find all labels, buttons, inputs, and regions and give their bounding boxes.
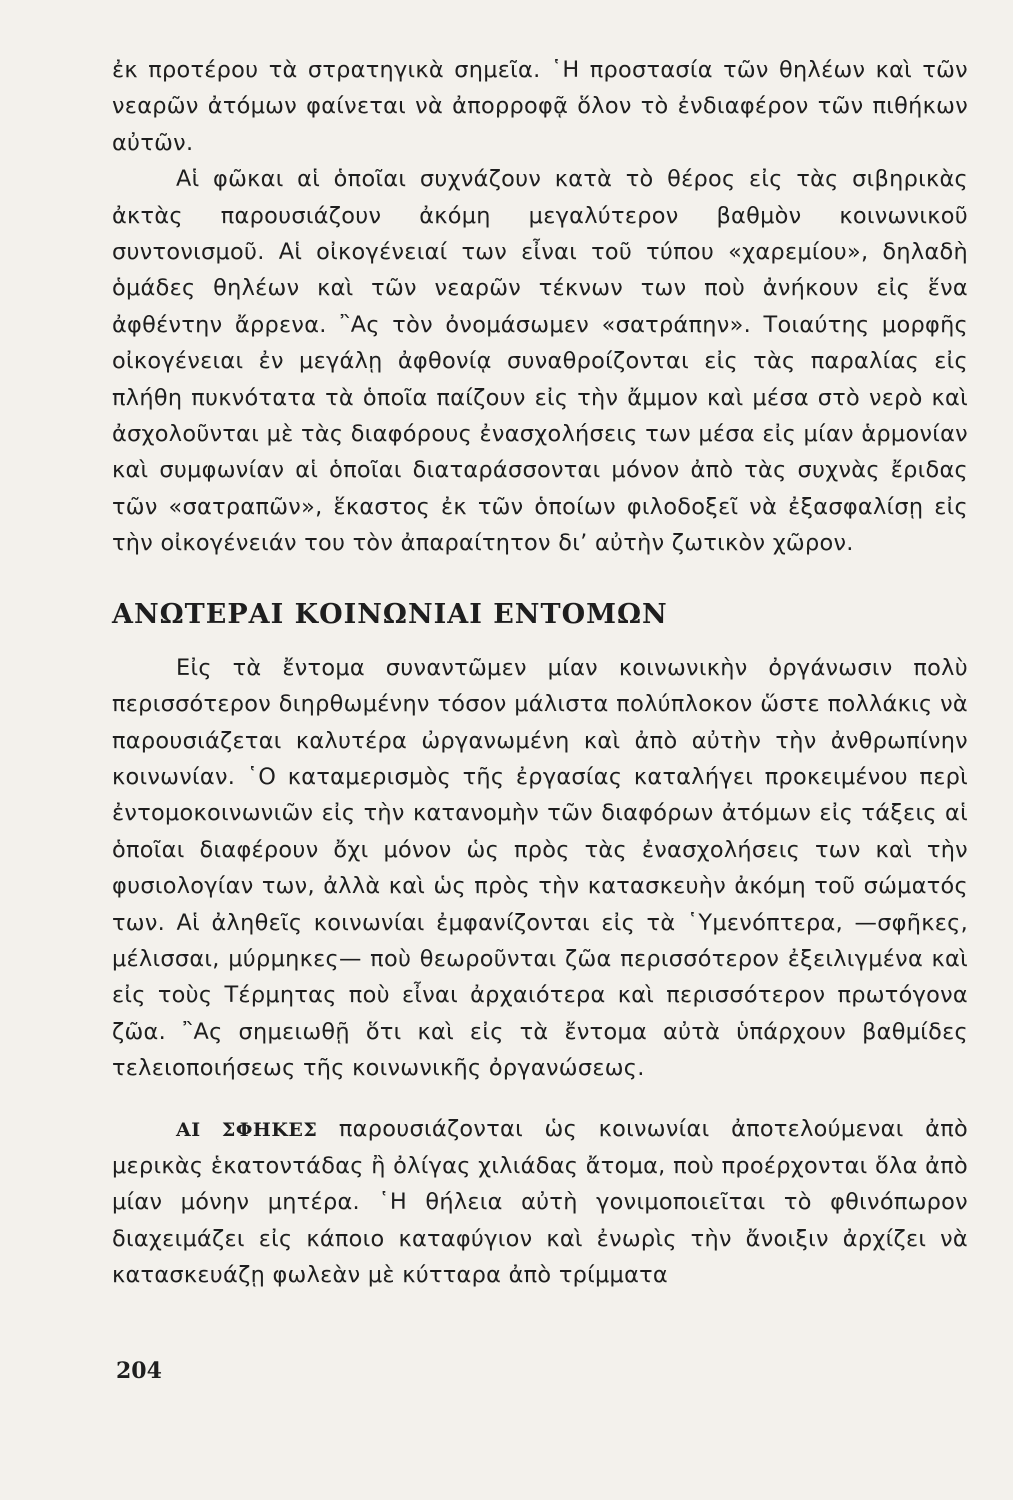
paragraph-wasps-text: παρουσιάζονται ὡς κοινωνίαι ἀποτελούμεναι ἀπὸ μερικὰς ἑκατοντάδας ἢ ὀλίγας χιλιάδας ἄτομα, ποὺ προέρχονται ὅλα ἀπὸ μίαν μόνην μητέρα. ῾Η θήλεια αὐτὴ γονιμοποιεῖται τὸ φθινόπωρον διαχειμάζει εἰς κάποιο καταφύγιον καὶ ἐνωρὶς τὴν ἄνοιξιν ἀρχίζει νὰ κατασκευάζῃ φωλεὰν μὲ κύτταρα ἀπὸ τρίμματα bbox=[112, 1115, 969, 1289]
paragraph-insect-societies: Εἰς τὰ ἔντομα συναντῶμεν μίαν κοινωνικὴν ὀργάνωσιν πολὺ περισσότερον διηρθωμένην τόσον μάλιστα πολύπλοκον ὥστε πολλάκις νὰ παρουσιάζεται καλυτέρα ὠργανωμένη καὶ ἀπὸ αὐτὴν τὴν ἀνθρωπίνην κοινωνίαν. ῾Ο καταμερισμὸς τῆς ἐργασίας καταλήγει προκειμένου περὶ ἐντομοκοινωνιῶν εἰς τὴν κατανομὴν τῶν διαφόρων ἀτόμων εἰς τάξεις αἱ ὁποῖαι διαφέρουν ὄχι μόνον ὡς πρὸς τὰς ἐνασχολήσεις των καὶ τὴν φυσιολογίαν των, ἀλλὰ καὶ ὡς πρὸς τὴν κατασκευὴν ἀκόμη τοῦ σώματός των. Αἱ ἀληθεῖς κοινωνίαι ἐμφανίζονται εἰς τὰ ῾Υμενόπτερα, —σφῆκες, μέλισσαι, μύρμηκες— ποὺ θεωροῦνται ζῶα περισσότερον ἐξειλιγμένα καὶ εἰς τοὺς Τέρμητας ποὺ εἶναι ἀρχαιότερα καὶ περισσότερον πρωτόγονα ζῶα. ῍Ας σημειωθῇ ὅτι καὶ εἰς τὰ ἔντομα αὐτὰ ὑπάρχουν βαθμίδες τελειοποιήσεως τῆς κοινωνικῆς ὀργανώσεως. bbox=[112, 654, 968, 1082]
paragraph-wasps bbox=[112, 1111, 968, 1294]
paragraph-lead-wasps: ΑΙ ΣΦΗΚΕΣ bbox=[176, 1118, 318, 1141]
paragraph-seals: Αἱ φῶκαι αἱ ὁποῖαι συχνάζουν κατὰ τὸ θέρος εἰς τὰς σιβηρικὰς ἀκτὰς παρουσιάζουν ἀκόμη μεγαλύτερον βαθμὸν κοινωνικοῦ συντονισμοῦ. Αἱ οἰκογένειαί των εἶναι τοῦ τύπου «χαρεμίου», δηλαδὴ ὁμάδες θηλέων καὶ τῶν νεαρῶν τέκνων των ποὺ ἀνήκουν εἰς ἕνα ἀφθέντην ἄρρενα. ῍Ας τὸν ὀνομάσωμεν «σατράπην». Τοιαύτης μορφῆς οἰκογένειαι ἐν μεγάλῃ ἀφθονίᾳ συναθροίζονται εἰς τὰς παραλίας εἰς πλήθη πυκνότατα τὰ ὁποῖα παίζουν εἰς τὴν ἄμμον καὶ μέσα στὸ νερὸ καὶ ἀσχολοῦνται μὲ τὰς διαφόρους ἐνασχολήσεις των μέσα εἰς μίαν ἁρμονίαν καὶ συμφωνίαν αἱ ὁποῖαι διαταράσσονται μόνον ἀπὸ τὰς συχνὰς ἔριδας τῶν «σατραπῶν», ἕκαστος ἐκ τῶν ὁποίων φιλοδοξεῖ νὰ ἐξασφαλίσῃ εἰς τὴν οἰκογένειάν του τὸν ἀπαραίτητον δι’ αὐτὴν ζωτικὸν χῶρον. bbox=[112, 166, 968, 557]
page-number: 204 bbox=[116, 1358, 162, 1384]
section-heading: ΑΝΩΤΕΡΑΙ ΚΟΙΝΩΝΙΑΙ ΕΝΤΟΜΩΝ bbox=[112, 598, 668, 630]
paragraph-primate-protection: ἐκ προτέρου τὰ στρατηγικὰ σημεῖα. ῾Η προστασία τῶν θηλέων καὶ τῶν νεαρῶν ἀτόμων φαίνεται νὰ ἀπορροφᾷ ὅλον τὸ ἐνδιαφέρον τῶν πιθήκων αὐτῶν. bbox=[112, 57, 968, 156]
book-page bbox=[112, 52, 968, 1294]
